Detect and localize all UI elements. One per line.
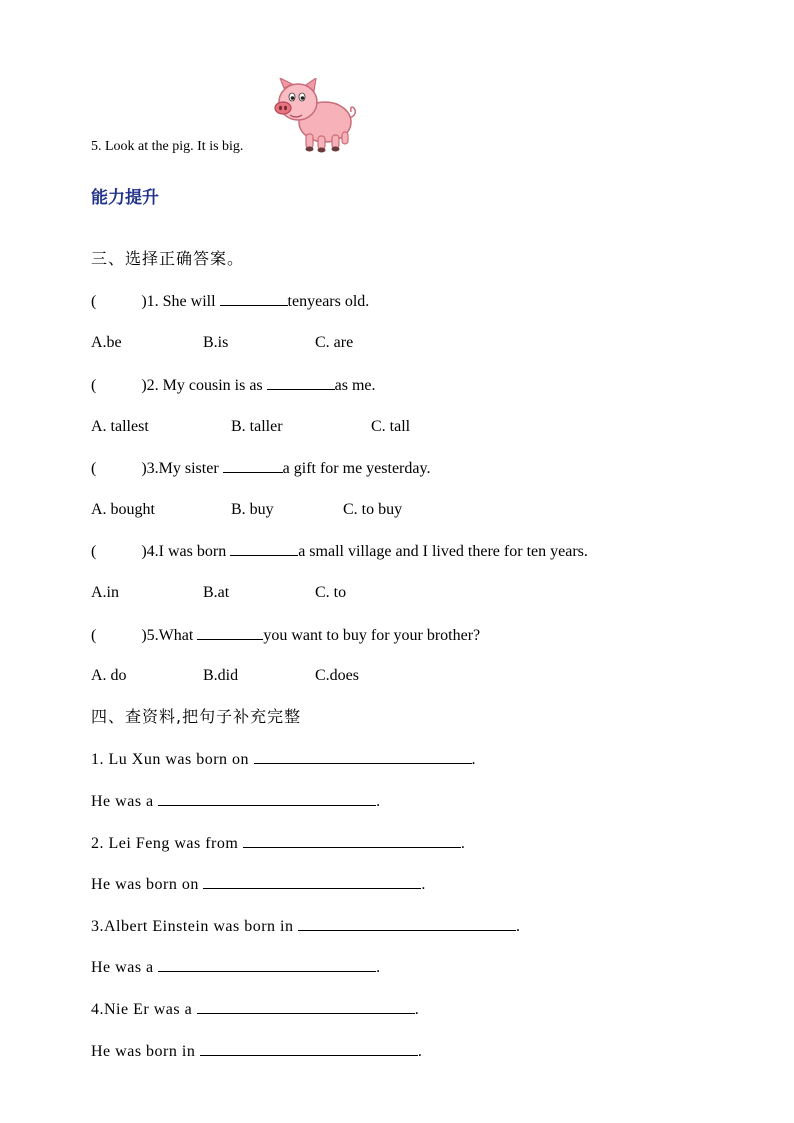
option-a: A. bought bbox=[91, 501, 155, 518]
question-paren: ( bbox=[91, 627, 97, 644]
question-3 bbox=[91, 458, 430, 479]
fill-line-prefix: 1. Lu Xun was born on bbox=[91, 751, 254, 768]
question-suffix: you want to buy for your brother? bbox=[263, 627, 481, 644]
fill-line-suffix: . bbox=[417, 1043, 423, 1060]
option-c: C. to bbox=[315, 584, 347, 601]
question-paren: ( bbox=[91, 377, 97, 394]
option-c: C. are bbox=[315, 334, 354, 351]
section-3-title: 三、选择正确答案。 bbox=[91, 249, 245, 268]
fill-line-suffix: . bbox=[421, 876, 426, 893]
fill-blank[interactable] bbox=[243, 833, 461, 848]
question-2 bbox=[91, 375, 376, 396]
fill-blank[interactable] bbox=[254, 749, 472, 764]
question-suffix: as me. bbox=[334, 377, 376, 394]
fill-blank[interactable] bbox=[230, 541, 298, 556]
fill-blank[interactable] bbox=[298, 916, 516, 931]
option-c: C. to buy bbox=[343, 501, 403, 518]
option-a: A.in bbox=[91, 584, 119, 601]
fill-line-5 bbox=[91, 916, 520, 937]
option-c: C.does bbox=[315, 667, 359, 684]
fill-line-prefix: 3.Albert Einstein was born in bbox=[91, 918, 298, 935]
fill-line-8 bbox=[91, 1041, 422, 1062]
fill-blank[interactable] bbox=[197, 999, 415, 1014]
option-a: A.be bbox=[91, 334, 122, 351]
pig-illustration bbox=[270, 78, 360, 154]
section-ability-title: 能力提升 bbox=[91, 188, 159, 208]
question-paren: ( bbox=[91, 460, 97, 477]
fill-line-1 bbox=[91, 749, 476, 770]
question-suffix: a small village and I lived there for ten years. bbox=[298, 543, 588, 560]
fill-blank[interactable] bbox=[203, 874, 421, 889]
fill-line-4 bbox=[91, 874, 426, 895]
question-prefix: )3.My sister bbox=[141, 460, 223, 477]
section-4-title: 四、查资料,把句子补充完整 bbox=[91, 707, 302, 726]
fill-line-prefix: He was born on bbox=[91, 876, 204, 893]
fill-blank[interactable] bbox=[220, 291, 288, 306]
fill-line-prefix: He was a bbox=[91, 793, 159, 810]
fill-blank[interactable] bbox=[158, 957, 376, 972]
fill-blank[interactable] bbox=[200, 1041, 418, 1056]
fill-blank[interactable] bbox=[267, 375, 335, 390]
question-prefix: )4.I was born bbox=[141, 543, 231, 560]
question-prefix: )5.What bbox=[141, 627, 198, 644]
fill-line-prefix: He was a bbox=[91, 959, 159, 976]
fill-line-suffix: . bbox=[471, 751, 477, 768]
question-4 bbox=[91, 541, 588, 562]
question-suffix: a gift for me yesterday. bbox=[282, 460, 431, 477]
fill-line-suffix: . bbox=[515, 918, 521, 935]
fill-line-prefix: He was born in bbox=[91, 1043, 200, 1060]
fill-blank[interactable] bbox=[223, 458, 283, 473]
fill-line-suffix: . bbox=[460, 835, 466, 852]
option-b: B. buy bbox=[231, 501, 274, 518]
fill-line-6 bbox=[91, 957, 381, 978]
option-a: A. tallest bbox=[91, 418, 149, 435]
question-paren: ( bbox=[91, 293, 97, 310]
fill-blank[interactable] bbox=[158, 791, 376, 806]
fill-blank[interactable] bbox=[197, 625, 263, 640]
fill-line-3 bbox=[91, 833, 465, 854]
option-b: B.did bbox=[203, 667, 239, 684]
fill-line-suffix: . bbox=[414, 1001, 420, 1018]
option-c: C. tall bbox=[371, 418, 411, 435]
fill-line-7 bbox=[91, 999, 419, 1020]
fill-line-prefix: 4.Nie Er was a bbox=[91, 1001, 197, 1018]
question-prefix: )2. My cousin is as bbox=[141, 377, 267, 394]
fill-line-suffix: . bbox=[376, 793, 381, 810]
fill-line-prefix: 2. Lei Feng was from bbox=[91, 835, 243, 852]
option-b: B.is bbox=[203, 334, 229, 351]
question-paren: ( bbox=[91, 543, 97, 560]
question-suffix: tenyears old. bbox=[287, 293, 370, 310]
item-5-text: 5. Look at the pig. It is big. bbox=[91, 139, 244, 154]
option-b: B.at bbox=[203, 584, 230, 601]
fill-line-suffix: . bbox=[376, 959, 381, 976]
option-a: A. do bbox=[91, 667, 127, 684]
question-prefix: )1. She will bbox=[141, 293, 220, 310]
question-5 bbox=[91, 625, 480, 646]
question-1 bbox=[91, 291, 369, 312]
option-b: B. taller bbox=[231, 418, 283, 435]
fill-line-2 bbox=[91, 791, 381, 812]
